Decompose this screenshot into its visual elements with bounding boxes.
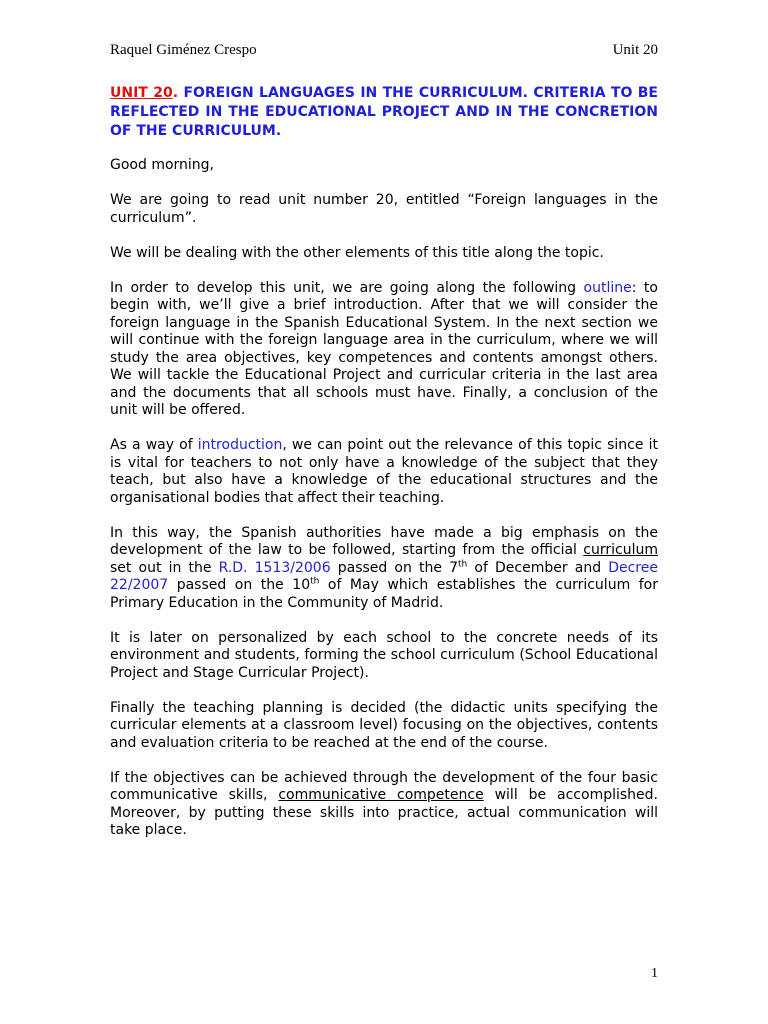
royal-decree-reference: R.D. 1513/2006: [218, 559, 331, 576]
paragraph-outline: [110, 280, 658, 420]
paragraph-school-curriculum: It is later on personalized by each school to the concrete needs of its environment and students, forming the school curriculum (School Educational Project and Stage Curricular Project).: [110, 629, 658, 681]
legislation-text-e: passed on the 10: [168, 577, 311, 593]
outline-text-before: In order to develop this unit, we are going along the following: [110, 279, 584, 296]
communicative-competence-term: communicative competence: [278, 787, 484, 803]
legislation-text-f: of May which establishes the curriculum for Primary Education in the Community of Madrid.: [110, 577, 658, 611]
title-unit-number: UNIT 20: [110, 85, 173, 101]
ordinal-suffix-1: th: [458, 558, 468, 569]
outline-text-after: : to begin with, we’ll give a brief introduction. After that we will consider the foreign language in the Spanish Educational System. In the next section we will continue with the foreign language area in the curriculum, where we will study the area objectives, key competences and contents amongst others. We will tackle the Educational Project and curricular criteria in the last area and the documents that all schools must have. Finally, a conclusion of the unit will be offered.: [110, 279, 658, 418]
legislation-text-a: In this way, the Spanish authorities have made a big emphasis on the development of the law to be followed, starting from the official: [110, 524, 658, 558]
legislation-text-d: of December and: [467, 559, 609, 576]
paragraph-introduction: [110, 437, 658, 507]
curriculum-term: curriculum: [583, 542, 658, 558]
competence-text-after: will be accomplished. Moreover, by putting these skills into practice, actual communication will take place.: [110, 787, 658, 838]
introduction-text-before: As a way of: [110, 437, 198, 453]
introduction-keyword: introduction: [197, 437, 283, 453]
title-text: FOREIGN LANGUAGES IN THE CURRICULUM. CRITERIA TO BE REFLECTED IN THE EDUCATIONAL PROJECT AND IN THE CONCRETION OF THE CURRICULUM.: [110, 85, 658, 139]
decree-reference: Decree 22/2007: [110, 559, 658, 593]
document-body: [110, 84, 658, 857]
legislation-text-b: set out in the: [110, 559, 219, 576]
page-number: 1: [651, 966, 658, 981]
unit-label: Unit 20: [612, 42, 658, 58]
title-dot: .: [172, 85, 179, 101]
introduction-text-after: , we can point out the relevance of this topic since it is vital for teachers to not only have a knowledge of the subject that they teach, but also have a knowledge of the educational structures and the organisational bodies that affect their teaching.: [110, 437, 658, 506]
document-title: [110, 84, 658, 141]
paragraph-legislation: [110, 525, 658, 613]
paragraph-intro: We are going to read unit number 20, entitled “Foreign languages in the curriculum”.: [110, 192, 658, 226]
ordinal-suffix-2: th: [310, 576, 320, 587]
legislation-text-c: passed on the 7: [330, 559, 459, 576]
author-name: Raquel Giménez Crespo: [110, 42, 257, 58]
page-header: [110, 42, 658, 59]
paragraph-greeting: Good morning,: [110, 157, 215, 173]
competence-text-before: If the objectives can be achieved through the development of the four basic communicative skills,: [110, 769, 658, 803]
paragraph-teaching-planning: Finally the teaching planning is decided (the didactic units specifying the curricular elements at a classroom level) focusing on the objectives, contents and evaluation criteria to be reached at the end of the course.: [110, 699, 658, 751]
outline-keyword: outline: [583, 279, 632, 296]
paragraph-dealing: We will be dealing with the other elements of this title along the topic.: [110, 244, 604, 261]
paragraph-communicative-competence: [110, 770, 658, 840]
